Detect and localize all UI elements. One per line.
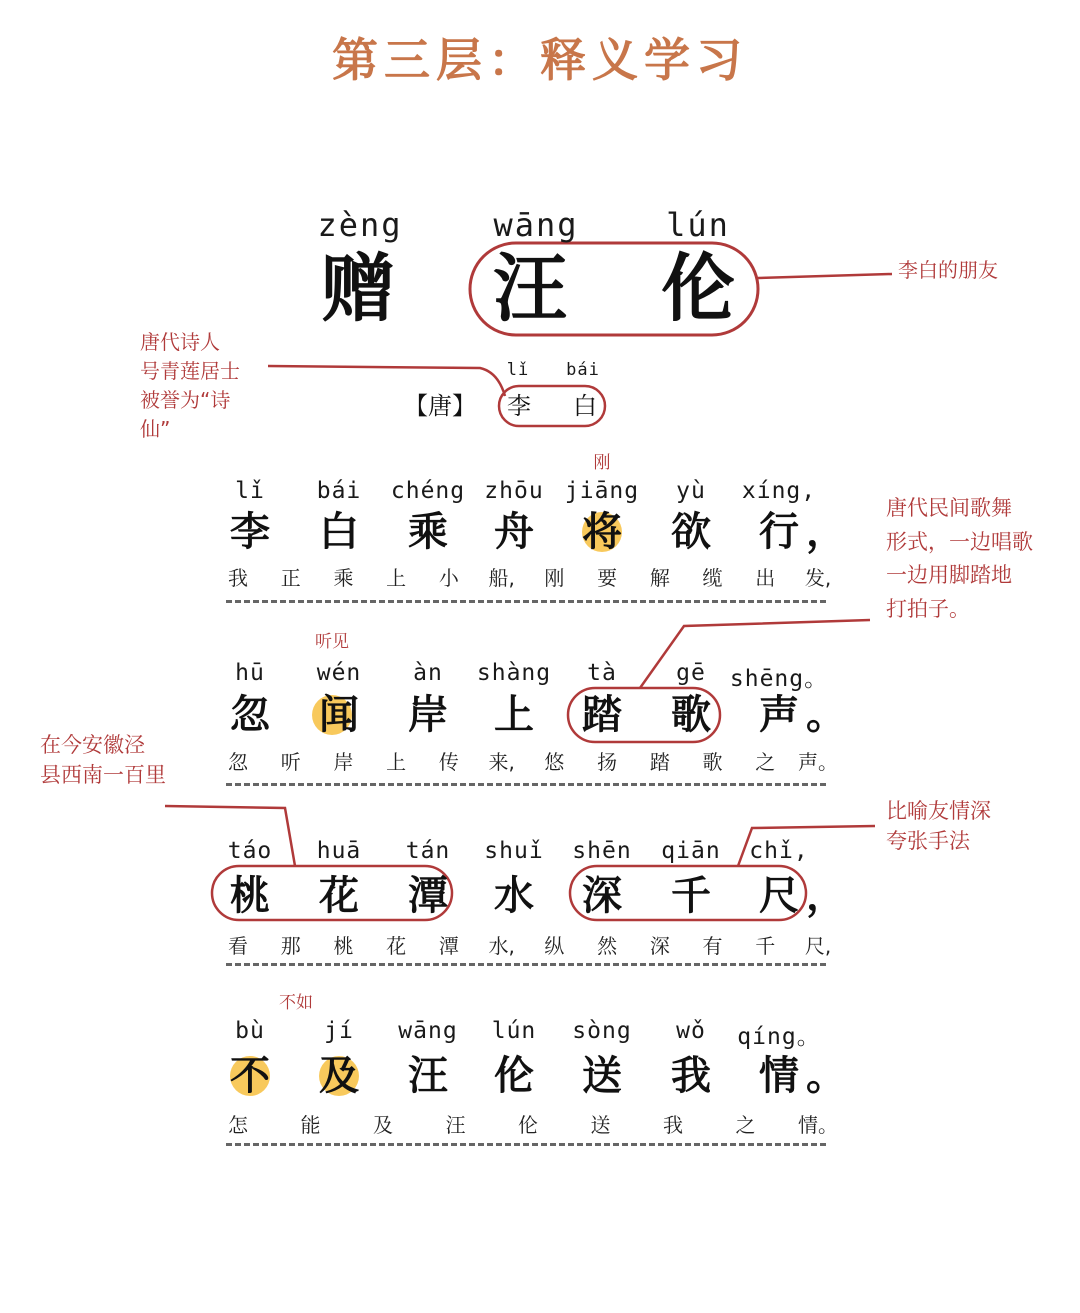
line-2-char-0: 桃 bbox=[230, 872, 270, 919]
underline-line-1 bbox=[226, 783, 826, 786]
page-heading: 第三层：释义学习 bbox=[332, 33, 748, 87]
line-1-translation-1: 听 bbox=[280, 750, 301, 774]
note-libai-line-0: 唐代诗人 bbox=[140, 330, 220, 354]
note-libai-line-3: 仙” bbox=[140, 417, 171, 441]
line-3-translation-1: 能 bbox=[300, 1113, 321, 1137]
line-0-pinyin-6: xíng, bbox=[741, 478, 817, 504]
line-1-translation-3: 上 bbox=[386, 750, 407, 774]
note-tage-line-0: 唐代民间歌舞 bbox=[886, 496, 1012, 520]
line-0-translation-8: 解 bbox=[649, 566, 670, 590]
line-1-pinyin-2: àn bbox=[413, 660, 443, 686]
note-tage bbox=[886, 492, 1033, 626]
note-tage-line-3: 打拍子。 bbox=[886, 596, 970, 621]
author-char-0: 李 bbox=[507, 392, 531, 420]
line-0-translation-6: 刚 bbox=[544, 566, 565, 590]
line-1-char-3: 上 bbox=[494, 691, 534, 738]
note-shenqianchi-line-0: 比喻友情深 bbox=[886, 799, 991, 823]
title-char-1: 汪 bbox=[493, 246, 567, 332]
line-0-translation-2: 乘 bbox=[333, 566, 354, 590]
line-3-pinyin-5: wǒ bbox=[676, 1018, 706, 1044]
line-0-translation-10: 出 bbox=[755, 566, 776, 590]
line-2-translation-10: 千 bbox=[755, 934, 776, 958]
line-2-char-2: 潭 bbox=[408, 872, 448, 919]
title-pinyin-2: lún bbox=[666, 206, 730, 244]
line-0-translation-5: 船, bbox=[488, 566, 515, 590]
line-3-translation-7: 之 bbox=[735, 1113, 756, 1137]
line-1-translation-2: 岸 bbox=[333, 750, 354, 774]
line-0-pinyin-4: jiāng bbox=[564, 478, 640, 504]
title-char-2: 伦 bbox=[661, 246, 735, 332]
author-char-1: 白 bbox=[573, 392, 597, 420]
line-3-pinyin-2: wāng bbox=[398, 1018, 458, 1044]
line-1-char-6: 声 bbox=[759, 691, 799, 738]
line-1-translation-5: 来, bbox=[488, 750, 515, 774]
line-0-pinyin-3: zhōu bbox=[484, 478, 544, 504]
line-2-translation-4: 潭 bbox=[438, 934, 459, 958]
line-0-pinyin-0: lǐ bbox=[235, 478, 265, 504]
line-0-translation-4: 小 bbox=[438, 566, 459, 590]
note-tage-line-2: 一边用脚踏地 bbox=[886, 563, 1012, 588]
line-0-pinyin-5: yù bbox=[676, 478, 706, 504]
line-1-pinyin-5: gē bbox=[676, 660, 706, 686]
line-0-translation-7: 要 bbox=[597, 566, 618, 590]
line-0-pinyin-2: chéng bbox=[390, 478, 466, 504]
line-1-pinyin-1: wén bbox=[316, 660, 362, 686]
line-1-char-5: 歌 bbox=[671, 691, 711, 738]
line-0-translation-1: 正 bbox=[280, 566, 301, 590]
line-0-translation-3: 上 bbox=[386, 566, 407, 590]
line-3-pinyin-6: qíng。 bbox=[737, 1024, 821, 1050]
title-pinyin-0: zèng bbox=[317, 206, 403, 244]
line-0-char-4: 将 bbox=[582, 508, 622, 555]
line-3-char-1: 及 bbox=[319, 1052, 359, 1099]
line-3-char-3: 伦 bbox=[494, 1052, 534, 1099]
line-3-char-2: 汪 bbox=[408, 1052, 448, 1099]
line-2-char-5: 千 bbox=[671, 872, 711, 919]
line-3-translation-2: 及 bbox=[373, 1113, 393, 1137]
line-1-char-2: 岸 bbox=[408, 691, 448, 738]
underline-line-0 bbox=[226, 600, 826, 603]
line-1-translation-7: 扬 bbox=[597, 750, 618, 774]
line-1-pinyin-3: shàng bbox=[476, 660, 552, 686]
line-0-char-0: 李 bbox=[230, 508, 270, 555]
author-pinyin-1: bái bbox=[566, 360, 600, 380]
gloss-jiang: 刚 bbox=[593, 453, 611, 473]
line-1-translation-8: 踏 bbox=[649, 750, 670, 774]
line-2-translation-6: 纵 bbox=[544, 934, 565, 958]
title-char-0: 赠 bbox=[321, 246, 395, 332]
line-3-translation-5: 送 bbox=[590, 1113, 611, 1137]
line-2-translation-5: 水, bbox=[488, 934, 515, 958]
line-0-translation-9: 缆 bbox=[702, 566, 723, 590]
line-2-pinyin-3: shuǐ bbox=[484, 838, 544, 864]
line-0-char-1: 白 bbox=[319, 508, 359, 555]
line-3-char-5: 我 bbox=[671, 1052, 711, 1099]
line-2-translation-11: 尺, bbox=[804, 934, 832, 958]
line-0-char-2: 乘 bbox=[408, 508, 448, 555]
line-0-char-3: 舟 bbox=[494, 508, 534, 555]
line-3-pinyin-3: lún bbox=[491, 1018, 537, 1044]
line-2-char-4: 深 bbox=[582, 872, 622, 919]
line-0-char-5: 欲 bbox=[671, 508, 711, 555]
line-0-pinyin-1: bái bbox=[316, 478, 362, 504]
line-1-char-0: 忽 bbox=[230, 691, 270, 738]
line-wanglun bbox=[758, 274, 892, 278]
line-2-punct: ， bbox=[806, 872, 846, 919]
line-2-translation-1: 那 bbox=[280, 934, 301, 958]
line-3-translation-0: 怎 bbox=[228, 1113, 248, 1137]
line-0-punct: ， bbox=[806, 508, 846, 555]
line-2-pinyin-1: huā bbox=[316, 838, 362, 864]
line-2-char-6: 尺 bbox=[759, 872, 799, 919]
line-0-translation-11: 发, bbox=[804, 566, 832, 590]
line-2-translation-7: 然 bbox=[597, 934, 618, 958]
line-1-char-4: 踏 bbox=[582, 691, 622, 738]
note-taohuatan bbox=[40, 730, 166, 791]
line-2-translation-3: 花 bbox=[386, 934, 407, 958]
line-1-translation-9: 歌 bbox=[702, 750, 723, 774]
line-3-pinyin-0: bù bbox=[235, 1018, 265, 1044]
note-tage-line-1: 形式，一边唱歌 bbox=[886, 529, 1033, 554]
line-2-translation-9: 有 bbox=[702, 934, 723, 958]
note-shenqianchi-line-1: 夸张手法 bbox=[886, 829, 970, 854]
note-shenqianchi bbox=[886, 796, 991, 857]
line-3-translation-6: 我 bbox=[663, 1113, 683, 1137]
line-1-translation-6: 悠 bbox=[544, 750, 565, 774]
line-3-char-0: 不 bbox=[230, 1052, 270, 1099]
line-0-char-6: 行 bbox=[759, 508, 799, 555]
note-libai-line-2: 被誉为“诗 bbox=[140, 388, 231, 412]
line-1-pinyin-4: tà bbox=[587, 660, 617, 686]
line-3-translation-4: 伦 bbox=[518, 1113, 538, 1137]
line-1-translation-4: 传 bbox=[438, 750, 459, 774]
line-2-pinyin-4: shēn bbox=[572, 838, 632, 864]
line-2-char-3: 水 bbox=[494, 872, 534, 919]
note-libai bbox=[140, 328, 240, 444]
line-3-char-4: 送 bbox=[582, 1052, 622, 1099]
note-taohuatan-line-1: 县西南一百里 bbox=[40, 763, 166, 788]
line-3-pinyin-4: sòng bbox=[572, 1018, 632, 1044]
line-1-char-1: 闻 bbox=[319, 691, 359, 738]
line-3-translation-8: 情。 bbox=[798, 1113, 838, 1137]
line-2-translation-8: 深 bbox=[649, 934, 670, 958]
line-3-punct: 。 bbox=[806, 1052, 846, 1099]
underline-line-3 bbox=[226, 1143, 826, 1146]
underline-line-2 bbox=[226, 963, 826, 966]
note-wanglun: 李白的朋友 bbox=[898, 258, 998, 282]
line-2-translation-0: 看 bbox=[228, 934, 248, 958]
line-1-translation-10: 之 bbox=[755, 750, 776, 774]
gloss-buji: 不如 bbox=[279, 993, 313, 1013]
line-2-pinyin-0: táo bbox=[227, 838, 273, 864]
line-3-char-6: 情 bbox=[759, 1052, 799, 1099]
line-2-char-1: 花 bbox=[319, 872, 359, 919]
line-1-translation-0: 忽 bbox=[228, 750, 248, 774]
line-3-pinyin-1: jí bbox=[324, 1018, 354, 1044]
line-2-pinyin-6: chǐ, bbox=[749, 838, 809, 864]
gloss-wen: 听见 bbox=[315, 632, 349, 652]
line-1-pinyin-0: hū bbox=[235, 660, 265, 686]
line-0-translation-0: 我 bbox=[228, 566, 248, 590]
line-2-pinyin-5: qiān bbox=[661, 838, 721, 864]
line-1-punct: 。 bbox=[806, 691, 846, 738]
line-1-pinyin-6: shēng。 bbox=[729, 666, 829, 692]
line-1-translation-11: 声。 bbox=[798, 750, 838, 774]
note-taohuatan-line-0: 在今安徽泾 bbox=[40, 733, 145, 757]
line-2-pinyin-2: tán bbox=[405, 838, 451, 864]
author-pinyin-0: lǐ bbox=[506, 360, 530, 380]
line-2-translation-2: 桃 bbox=[333, 934, 354, 958]
line-3-translation-3: 汪 bbox=[445, 1113, 466, 1137]
note-libai-line-1: 号青莲居士 bbox=[140, 359, 240, 383]
title-pinyin-1: wāng bbox=[493, 206, 579, 244]
author-dynasty: 【唐】 bbox=[404, 392, 476, 420]
